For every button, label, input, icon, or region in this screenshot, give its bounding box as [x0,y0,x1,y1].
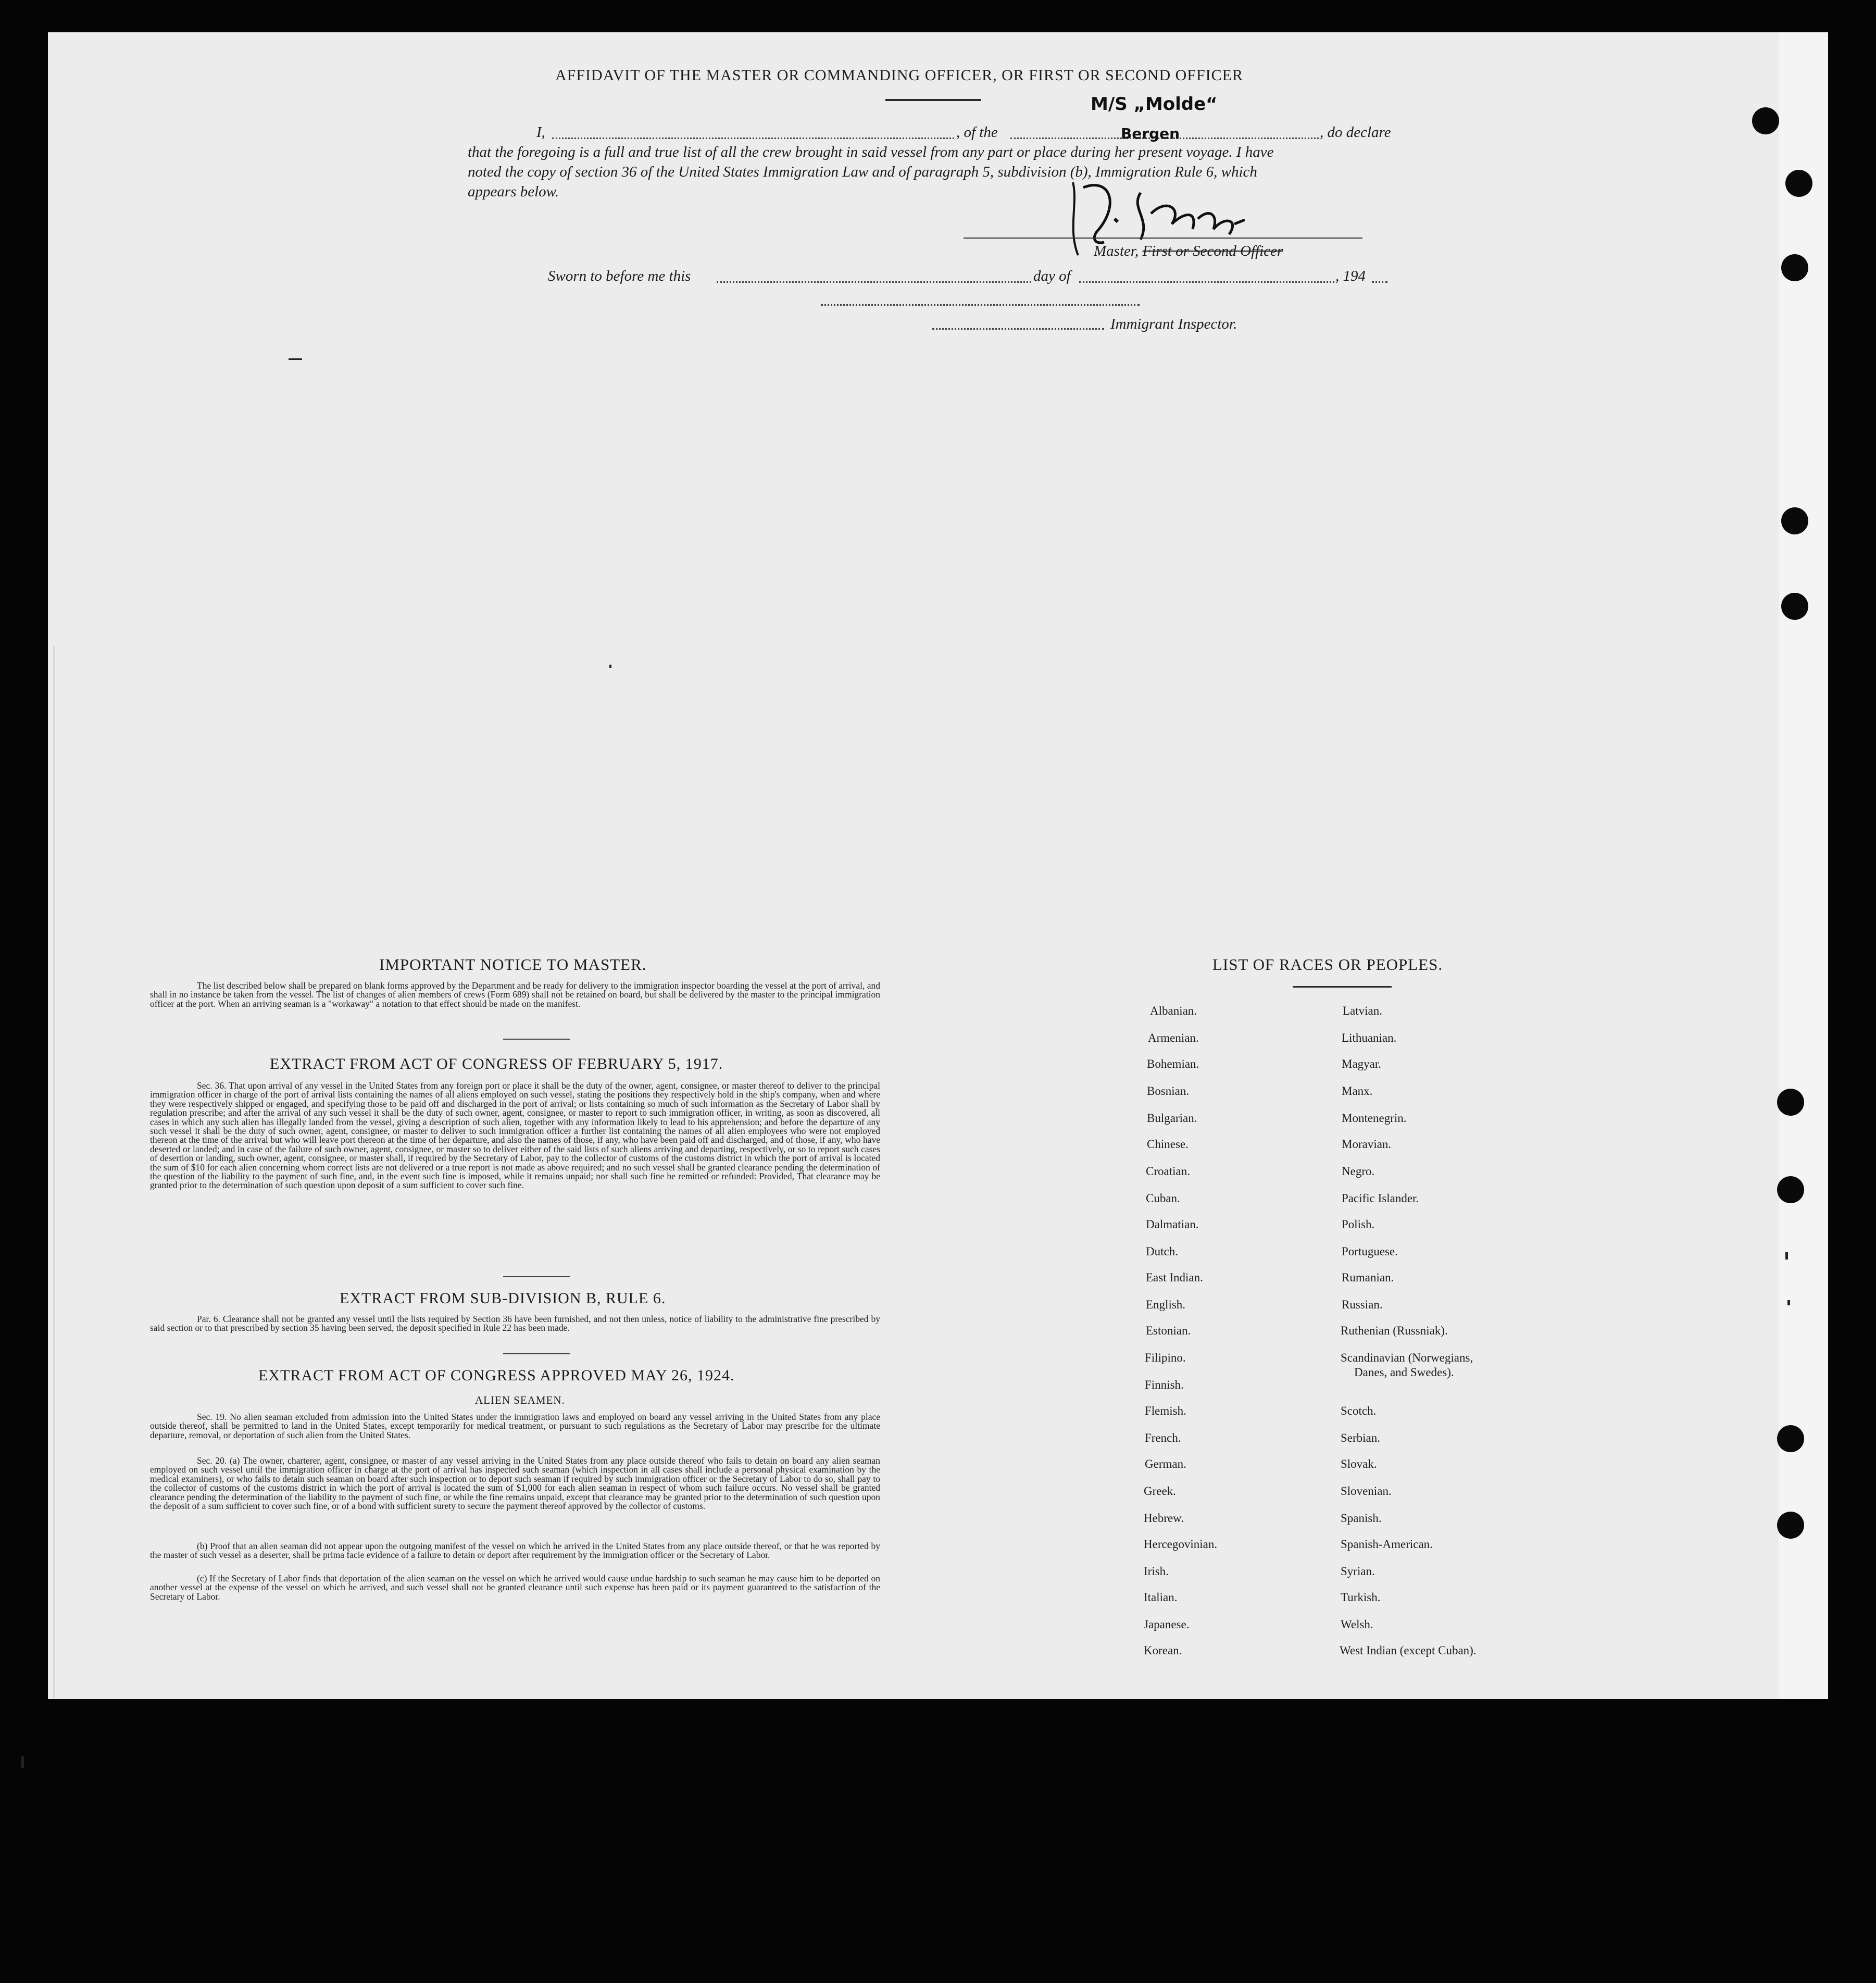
race-right-item: Manx. [1342,1084,1373,1097]
race-right-item: Scandinavian (Norwegians, [1341,1351,1473,1364]
race-left-item: German. [1145,1457,1186,1470]
binder-hole [1781,254,1808,281]
race-right-item: Pacific Islander. [1342,1192,1419,1205]
races-title: LIST OF RACES OR PEOPLES. [1212,955,1443,974]
race-left-item: Armenian. [1148,1031,1199,1044]
race-left-item: Filipino. [1145,1351,1186,1364]
race-left-item: Bohemian. [1147,1057,1199,1070]
inspector-label: Immigrant Inspector. [1110,316,1237,332]
declare-label: , do declare [1320,124,1391,141]
race-left-item: Bulgarian. [1147,1112,1197,1125]
race-right-item: Welsh. [1341,1618,1373,1631]
year-field[interactable] [1372,281,1387,283]
race-left-item: Irish. [1144,1565,1169,1578]
race-left-item: Hebrew. [1144,1512,1184,1525]
race-right-item: Moravian. [1342,1138,1392,1151]
port-name: Bergen [1121,125,1180,142]
extract-1917-body: Sec. 36. That upon arrival of any vessel in the United States from any foreign port or place it shall be the duty of the owner, agent, consignee, or master thereof to deliver to the principal immigration officer in charge of the port of arrival lists containing the names of all aliens employed on such vessel, stating the positions they respectively hold in the ship's company, when and where they were respectively shipped or engaged, and specifying those to be paid off and discharged in the port of arrival; or lists containing so much of such information as the Secretary of Labor shall by regulation prescribe; and after the arrival of any such vessel it shall be the duty of such owner, agent, consignee, or master to report to such immigration officer, in writing, as soon as discovered, all cases in which any such alien has illegally landed from the vessel, giving a description of such alien, together with any information likely to lead to his apprehension; and before the departure of any such vessel it shall be the duty of such owner, agent, consignee, or master to deliver to such immigration officer a further list containing the names of all alien employees who were not employed thereon at the time of the arrival but who will leave port thereon at the time of her departure, and also the names of those, if any, who have been paid off and discharged, and of those, if any, who have deserted or landed; and in case of the failure of such owner, agent, consignee, or master so to deliver either of the said lists of such aliens arriving and departing, respectively, or so to report such cases of desertion or landing, such owner, agent, consignee, or master shall, if required by the Secretary of Labor, pay to the collector of customs of the customs district in which the port of arrival is located the sum of $10 for each alien concerning whom correct lists are not delivered or a true report is not made as above required; and no such vessel shall be granted clearance pending the determination of the question of the liability to the payment of such fine, and, in the event such fine is imposed, while it remains unpaid; nor shall such fine be remitted or refunded: Provided, That clearance may be granted prior to the determination of such question upon deposit of a sum sufficient to cover such fine. [150,1080,880,1191]
binder-hole [1781,593,1808,620]
race-left-item: Bosnian. [1147,1084,1190,1097]
race-left-item: English. [1146,1298,1186,1311]
extract-1924-sec20c: (c) If the Secretary of Labor finds that deportation of the alien seaman on the vessel on which he arrived would cause undue hardship to such seaman he may cause him to be deported on another vessel at the expense of the vessel on which he arrived, and such vessel shall not be granted clearance until such expense has been paid or its payment guaranteed to the satisfaction of the Secretary of Labor. [150,1573,880,1602]
race-left-item: Dutch. [1146,1245,1178,1258]
binder-hole [1781,507,1808,534]
race-right-item: Negro. [1342,1165,1375,1178]
race-left-item: Estonian. [1146,1324,1191,1337]
binder-hole [1777,1425,1804,1452]
race-left-item: Finnish. [1145,1378,1184,1391]
of-the-label: , of the [956,124,998,141]
race-right-item: Serbian. [1341,1431,1381,1444]
race-right-item: West Indian (except Cuban). [1340,1644,1477,1657]
page-fold-line [53,646,55,1698]
section-divider [503,1039,570,1040]
binder-hole [1777,1089,1804,1116]
races-title-underline [1293,986,1392,988]
race-left-item: Croatian. [1146,1165,1190,1178]
affidavit-line-2: that the foregoing is a full and true list of all the crew brought in said vessel from any part or place during her present voyage. I have [468,144,1274,160]
scan-speck [1785,1252,1788,1259]
race-right-item: Slovak. [1341,1457,1377,1470]
race-right-item: Lithuanian. [1342,1031,1397,1044]
extract-rule6-body: Par. 6. Clearance shall not be granted any vessel until the lists required by Section 36 have been furnished, and not then unless, notice of liability to the administrative fine prescribed by said section or to that prescribed by section 35 having been served, the deposit specified in Rule 22 has been made. [150,1314,880,1333]
inspector-signature-field[interactable] [932,328,1104,330]
struck-officer-label: First or Second Officer [1142,243,1283,259]
extract-1924-subtitle: ALIEN SEAMEN. [475,1394,565,1406]
extract-1917-title: EXTRACT FROM ACT OF CONGRESS OF FEBRUARY 5, 1917. [270,1055,723,1072]
race-right-item: Russian. [1342,1298,1383,1311]
race-right-item: Danes, and Swedes). [1354,1366,1454,1379]
scan-speck [1787,1300,1790,1305]
race-right-item: Portuguese. [1342,1245,1398,1258]
race-right-item: Magyar. [1342,1057,1382,1070]
race-left-item: Cuban. [1146,1192,1180,1205]
declarant-name-field[interactable] [552,138,954,139]
affidavit-line-3: noted the copy of section 36 of the United States Immigration Law and of paragraph 5, subdivision (b), Immigration Rule 6, which [468,164,1257,180]
race-right-item: Polish. [1342,1218,1375,1231]
race-right-item: Spanish. [1341,1512,1382,1525]
notice-title: IMPORTANT NOTICE TO MASTER. [379,955,647,974]
affidavit-line-4: appears below. [468,183,559,200]
race-left-item: Italian. [1144,1591,1178,1604]
master-label [1094,243,1283,260]
affidavit-title: AFFIDAVIT OF THE MASTER OR COMMANDING OFFICER, OR FIRST OR SECOND OFFICER [555,67,1244,84]
sworn-month-field[interactable] [1079,281,1334,283]
race-left-item: Dalmatian. [1146,1218,1199,1231]
section-divider [503,1353,570,1354]
race-left-item: Flemish. [1145,1404,1186,1417]
title-underline [885,99,981,101]
race-left-item: Albanian. [1150,1004,1197,1017]
race-right-item: Syrian. [1341,1565,1375,1578]
sworn-label: Sworn to before me this [548,268,691,284]
extract-1924-title: EXTRACT FROM ACT OF CONGRESS APPROVED MAY 26, 1924. [258,1367,735,1384]
notice-body: The list described below shall be prepared on blank forms approved by the Department and be ready for delivery to the immigration inspector boarding the vessel at the port of arrival, and shall in no instance be taken from the vessel. The list of changes of alien members of crews (Form 689) shall not be retained on board, but shall be delivered by the master to the principal immigration officer at the port. When an arriving seaman is a "workaway" a notation to that effect should be made on the manifest. [150,980,880,1009]
binder-hole [1785,170,1812,197]
signature-field[interactable] [964,238,1362,239]
extract-1924-sec20b: (b) Proof that an alien seaman did not appear upon the outgoing manifest of the vessel on which he arrived in the United States from any place outside thereof, or that he was reported by the master of such vessel as a deserter, shall be prima facie evidence of a failure to detain or deport after requirement by the immigration officer or the Secretary of Labor. [150,1541,880,1561]
race-right-item: Spanish-American. [1341,1538,1433,1551]
vessel-name: M/S „Molde“ [1091,94,1218,115]
race-left-item: Chinese. [1147,1138,1189,1151]
year-label: , 194 [1335,268,1366,284]
race-left-item: East Indian. [1146,1271,1203,1284]
extract-rule6-title: EXTRACT FROM SUB-DIVISION B, RULE 6. [340,1290,666,1307]
race-right-item: Scotch. [1341,1404,1377,1417]
day-of-label: day of [1033,268,1071,284]
race-right-item: Latvian. [1343,1004,1382,1017]
race-right-item: Slovenian. [1341,1485,1392,1498]
binder-hole [1777,1512,1804,1539]
sworn-extra-line[interactable] [821,304,1140,306]
extract-1924-sec19: Sec. 19. No alien seaman excluded from admission into the United States under the immigration laws and employed on board any vessel arriving in the United States from any place outside thereof, shall be permitted to land in the United States, except temporarily for medical treatment, or pursuant to such regulations as the Secretary of Labor may prescribe for the ultimate departure, removal, or deportation of such alien from the United States. [150,1412,880,1440]
section-divider [503,1276,570,1277]
race-left-item: French. [1145,1431,1181,1444]
sworn-day-field[interactable] [717,281,1031,283]
binder-hole [1752,107,1779,134]
master-label-text: Master, [1094,243,1139,259]
extract-1924-sec20a: Sec. 20. (a) The owner, charterer, agent, consignee, or master of any vessel arriving in the United States from any place outside thereof who fails to detain on board any alien seaman employed on such vessel until the immigration officer in charge at the port of arrival has inspected such seaman (which inspection in all cases shall include a personal physical examination by the medical examiners), or who fails to detain such seaman on board after such inspection or to deport such seaman if required by such immigration officer or the Secretary of Labor to do so, shall pay to the collector of customs of the customs district in which the port of arrival is located the sum of $1,000 for each alien seaman in respect of whom such failure occurs. No vessel shall be granted clearance pending the determination of the liability to the payment of such fine, or while the fine remains unpaid, except that clearance may be granted prior to the determination of such question upon the deposit of a sum sufficient to cover such fine, or of a bond with sufficient surety to secure the payment thereof approved by the collector of customs. [150,1455,880,1512]
scan-speck [21,1756,24,1768]
binder-hole [1777,1176,1804,1203]
race-left-item: Greek. [1144,1485,1176,1498]
race-right-item: Montenegrin. [1342,1112,1407,1125]
race-left-item: Hercegovinian. [1144,1538,1218,1551]
scan-speck [609,665,611,668]
declarant-label: I, [536,124,545,141]
race-left-item: Japanese. [1144,1618,1190,1631]
race-right-item: Turkish. [1341,1591,1381,1604]
race-right-item: Ruthenian (Russniak). [1341,1324,1448,1337]
race-left-item: Korean. [1144,1644,1182,1657]
race-right-item: Rumanian. [1342,1271,1394,1284]
scan-speck [289,358,302,360]
